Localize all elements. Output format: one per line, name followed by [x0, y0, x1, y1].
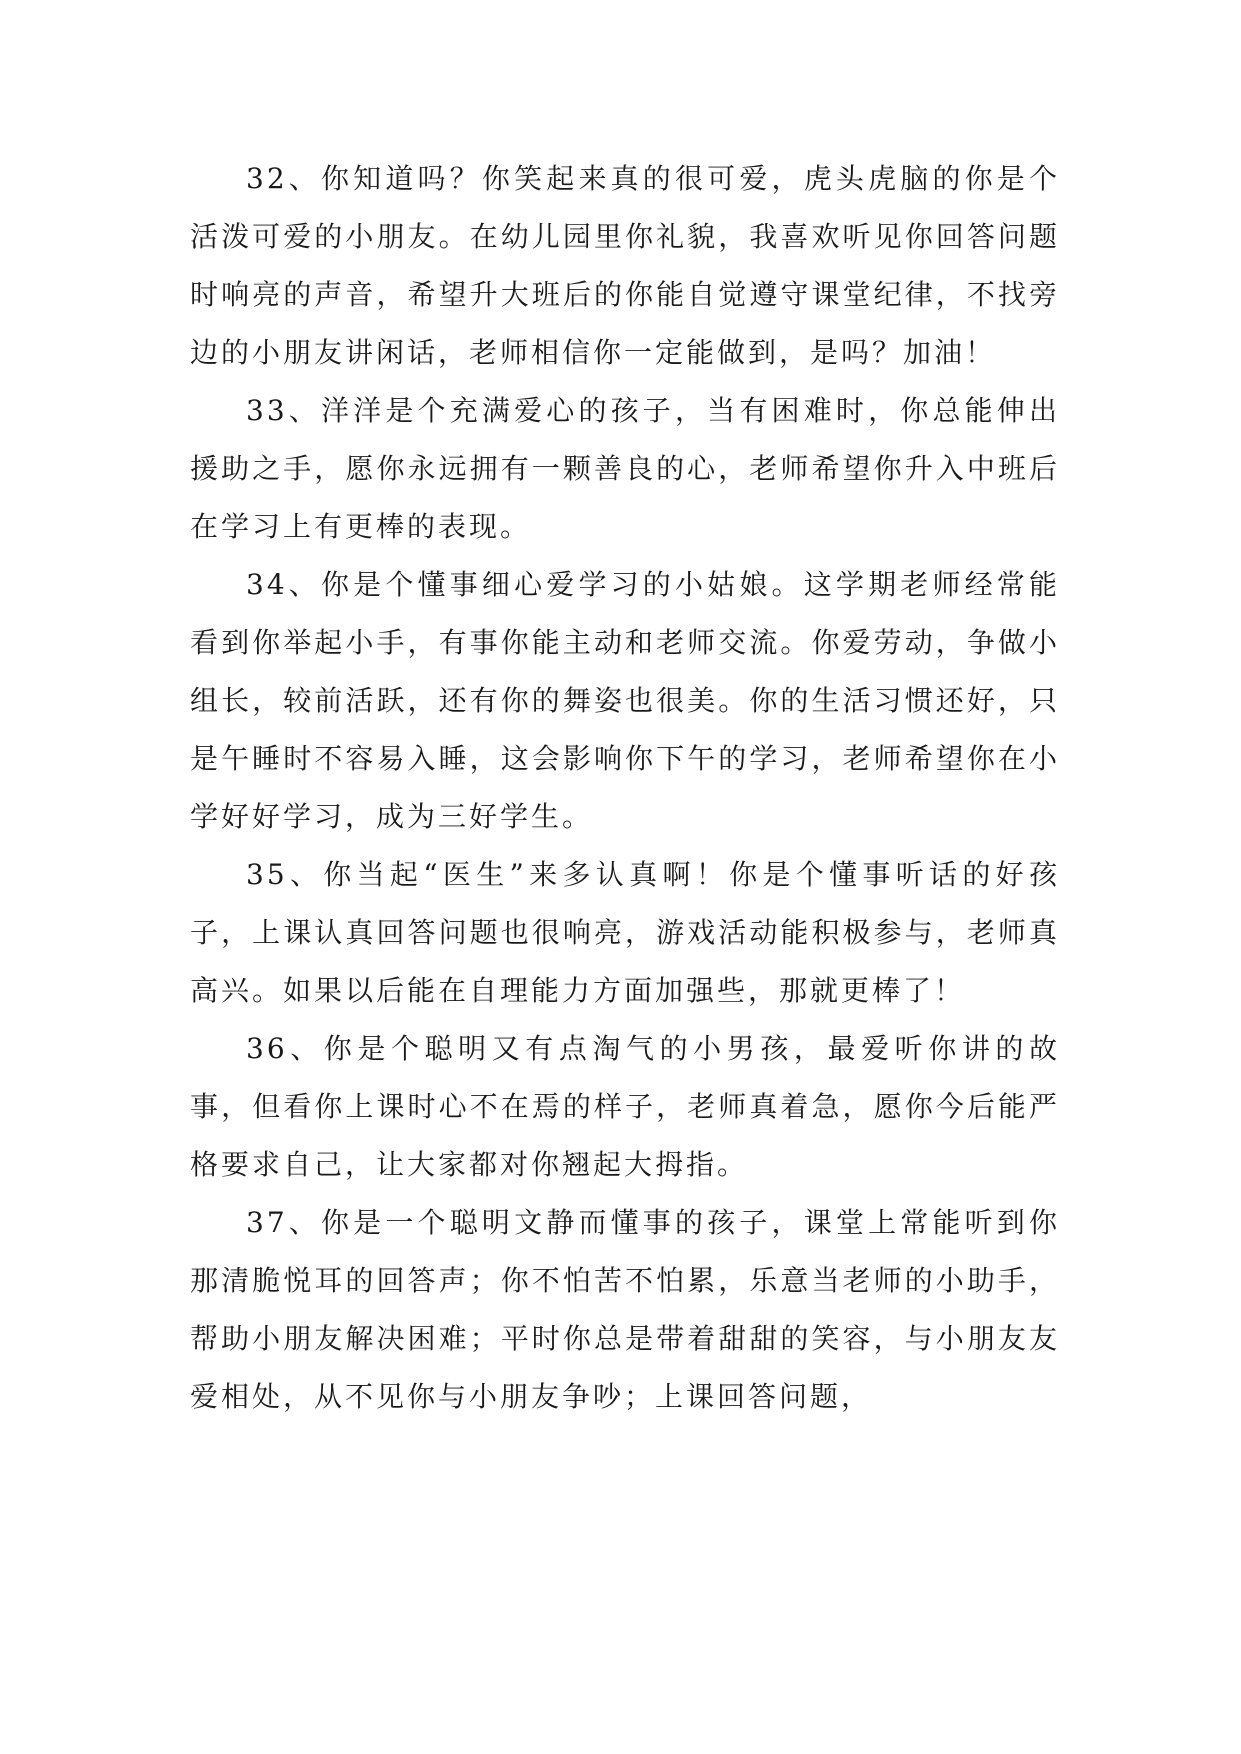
- paragraph-34: 34、你是个懂事细心爱学习的小姑娘。这学期老师经常能看到你举起小手，有事你能主动和老师交流。你爱劳动，争做小组长，较前活跃，还有你的舞姿也很美。你的生活习惯还好，只是午睡时不容易入睡，这会影响你下午的学习，老师希望你在小学好好学习，成为三好学生。: [190, 568, 1060, 833]
- document-body: [190, 150, 1060, 1426]
- paragraph-32: 32、你知道吗？你笑起来真的很可爱，虎头虎脑的你是个活泼可爱的小朋友。在幼儿园里你礼貌，我喜欢听见你回答问题时响亮的声音，希望升大班后的你能自觉遵守课堂纪律，不找旁边的小朋友讲闲话，老师相信你一定能做到，是吗？加油！: [190, 162, 1060, 369]
- paragraph-37: 37、你是一个聪明文静而懂事的孩子，课堂上常能听到你那清脆悦耳的回答声；你不怕苦不怕累，乐意当老师的小助手，帮助小朋友解决困难；平时你总是带着甜甜的笑容，与小朋友友爱相处，从不见你与小朋友争吵；上课回答问题，: [190, 1206, 1060, 1413]
- paragraph-35: 35、你当起“医生”来多认真啊！你是个懂事听话的好孩子，上课认真回答问题也很响亮，游戏活动能积极参与，老师真高兴。如果以后能在自理能力方面加强些，那就更棒了！: [190, 858, 1060, 1007]
- paragraph-36: 36、你是个聪明又有点淘气的小男孩，最爱听你讲的故事，但看你上课时心不在焉的样子，老师真着急，愿你今后能严格要求自己，让大家都对你翘起大拇指。: [190, 1032, 1060, 1181]
- paragraph-33: 33、洋洋是个充满爱心的孩子，当有困难时，你总能伸出援助之手，愿你永远拥有一颗善良的心，老师希望你升入中班后在学习上有更棒的表现。: [190, 394, 1060, 543]
